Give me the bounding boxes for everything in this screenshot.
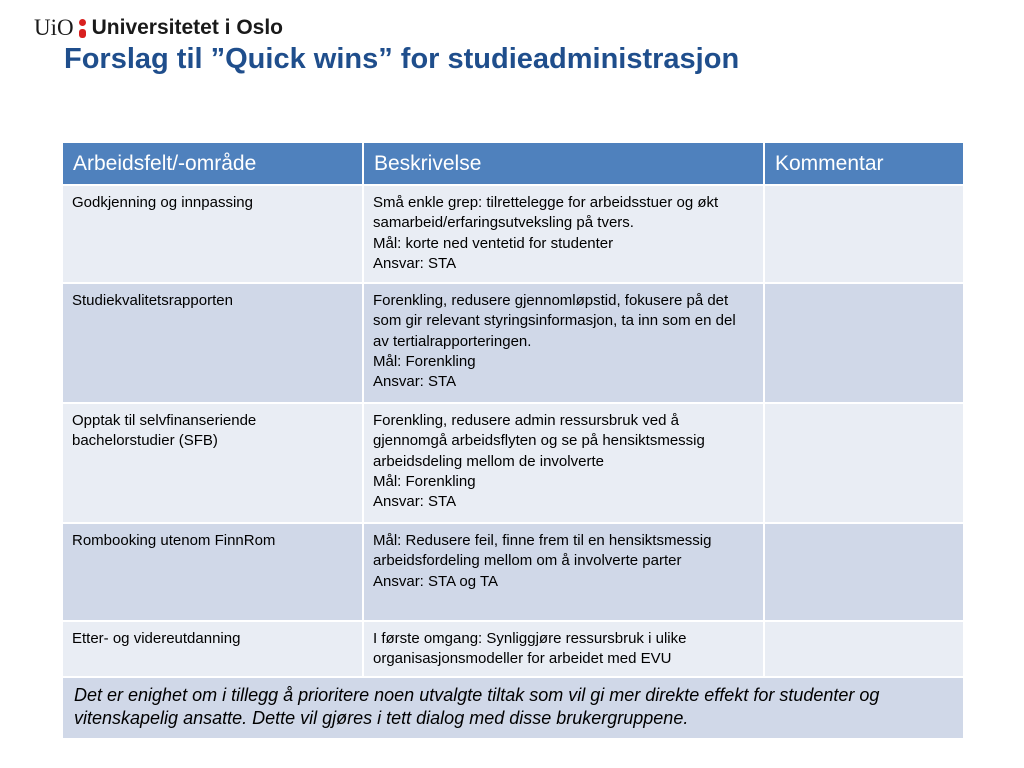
cell-area: Etter- og videreutdanning [62, 621, 363, 677]
uio-mark-icon [79, 19, 86, 38]
cell-description [363, 523, 764, 621]
cell-description [363, 185, 764, 283]
cell-comment [764, 283, 964, 403]
table-row [62, 403, 964, 523]
table-row [62, 185, 964, 283]
cell-area: Studiekvalitetsrapporten [62, 283, 363, 403]
description-line: Forenkling, redusere admin ressursbruk ved å gjennomgå arbeidsflyten og se på hensiktsmessig arbeidsdeling mellom de involverte [373, 412, 705, 470]
cell-description [363, 621, 764, 677]
header-comment: Kommentar [764, 142, 964, 185]
header-area: Arbeidsfelt/-område [62, 142, 363, 185]
description-line: Ansvar: STA [373, 254, 457, 272]
description-line: Mål: Redusere feil, finne frem til en hensiktsmessig arbeidsfordeling mellom om å involverte parter [373, 532, 712, 570]
description-line: Ansvar: STA [373, 373, 457, 391]
logo-uio-text: UiO [34, 15, 74, 40]
table-row [62, 621, 964, 677]
table-row [62, 283, 964, 403]
logo-university-name: Universitetet i Oslo [91, 16, 284, 39]
cell-comment [764, 185, 964, 283]
description-line: I første omgang: Synliggjøre ressursbruk i ulike organisasjonsmodeller for arbeidet med EVU [373, 630, 687, 668]
description-line: Ansvar: STA [373, 493, 457, 511]
summary-row [62, 677, 964, 739]
header-description: Beskrivelse [363, 142, 764, 185]
quick-wins-table [61, 141, 965, 740]
cell-comment [764, 523, 964, 621]
cell-comment [764, 403, 964, 523]
description-line: Mål: korte ned ventetid for studenter [373, 234, 614, 252]
cell-description [363, 283, 764, 403]
description-line: Mål: Forenkling [373, 352, 476, 370]
cell-description [363, 403, 764, 523]
uio-logo [34, 14, 283, 42]
cell-area: Rombooking utenom FinnRom [62, 523, 363, 621]
table-row [62, 523, 964, 621]
description-line: Små enkle grep: tilrettelegge for arbeidsstuer og økt samarbeid/erfaringsutveksling på tvers. [373, 194, 719, 232]
page-title: Forslag til ”Quick wins” for studieadministrasjon [64, 43, 740, 75]
table-header-row [62, 142, 964, 185]
cell-area: Godkjenning og innpassing [62, 185, 363, 283]
description-line: Mål: Forenkling [373, 472, 476, 490]
summary-text: Det er enighet om i tillegg å prioritere noen utvalgte tiltak som vil gi mer direkte effekt for studenter og vitenskapelig ansatte. Dette vil gjøres i tett dialog med disse brukergruppene. [62, 677, 964, 739]
cell-area: Opptak til selvfinanseriende bachelorstudier (SFB) [62, 403, 363, 523]
cell-comment [764, 621, 964, 677]
description-line: Forenkling, redusere gjennomløpstid, fokusere på det som gir relevant styringsinformasjon, ta inn som en del av tertialrapporteringen. [373, 292, 736, 350]
description-line: Ansvar: STA og TA [373, 572, 499, 590]
